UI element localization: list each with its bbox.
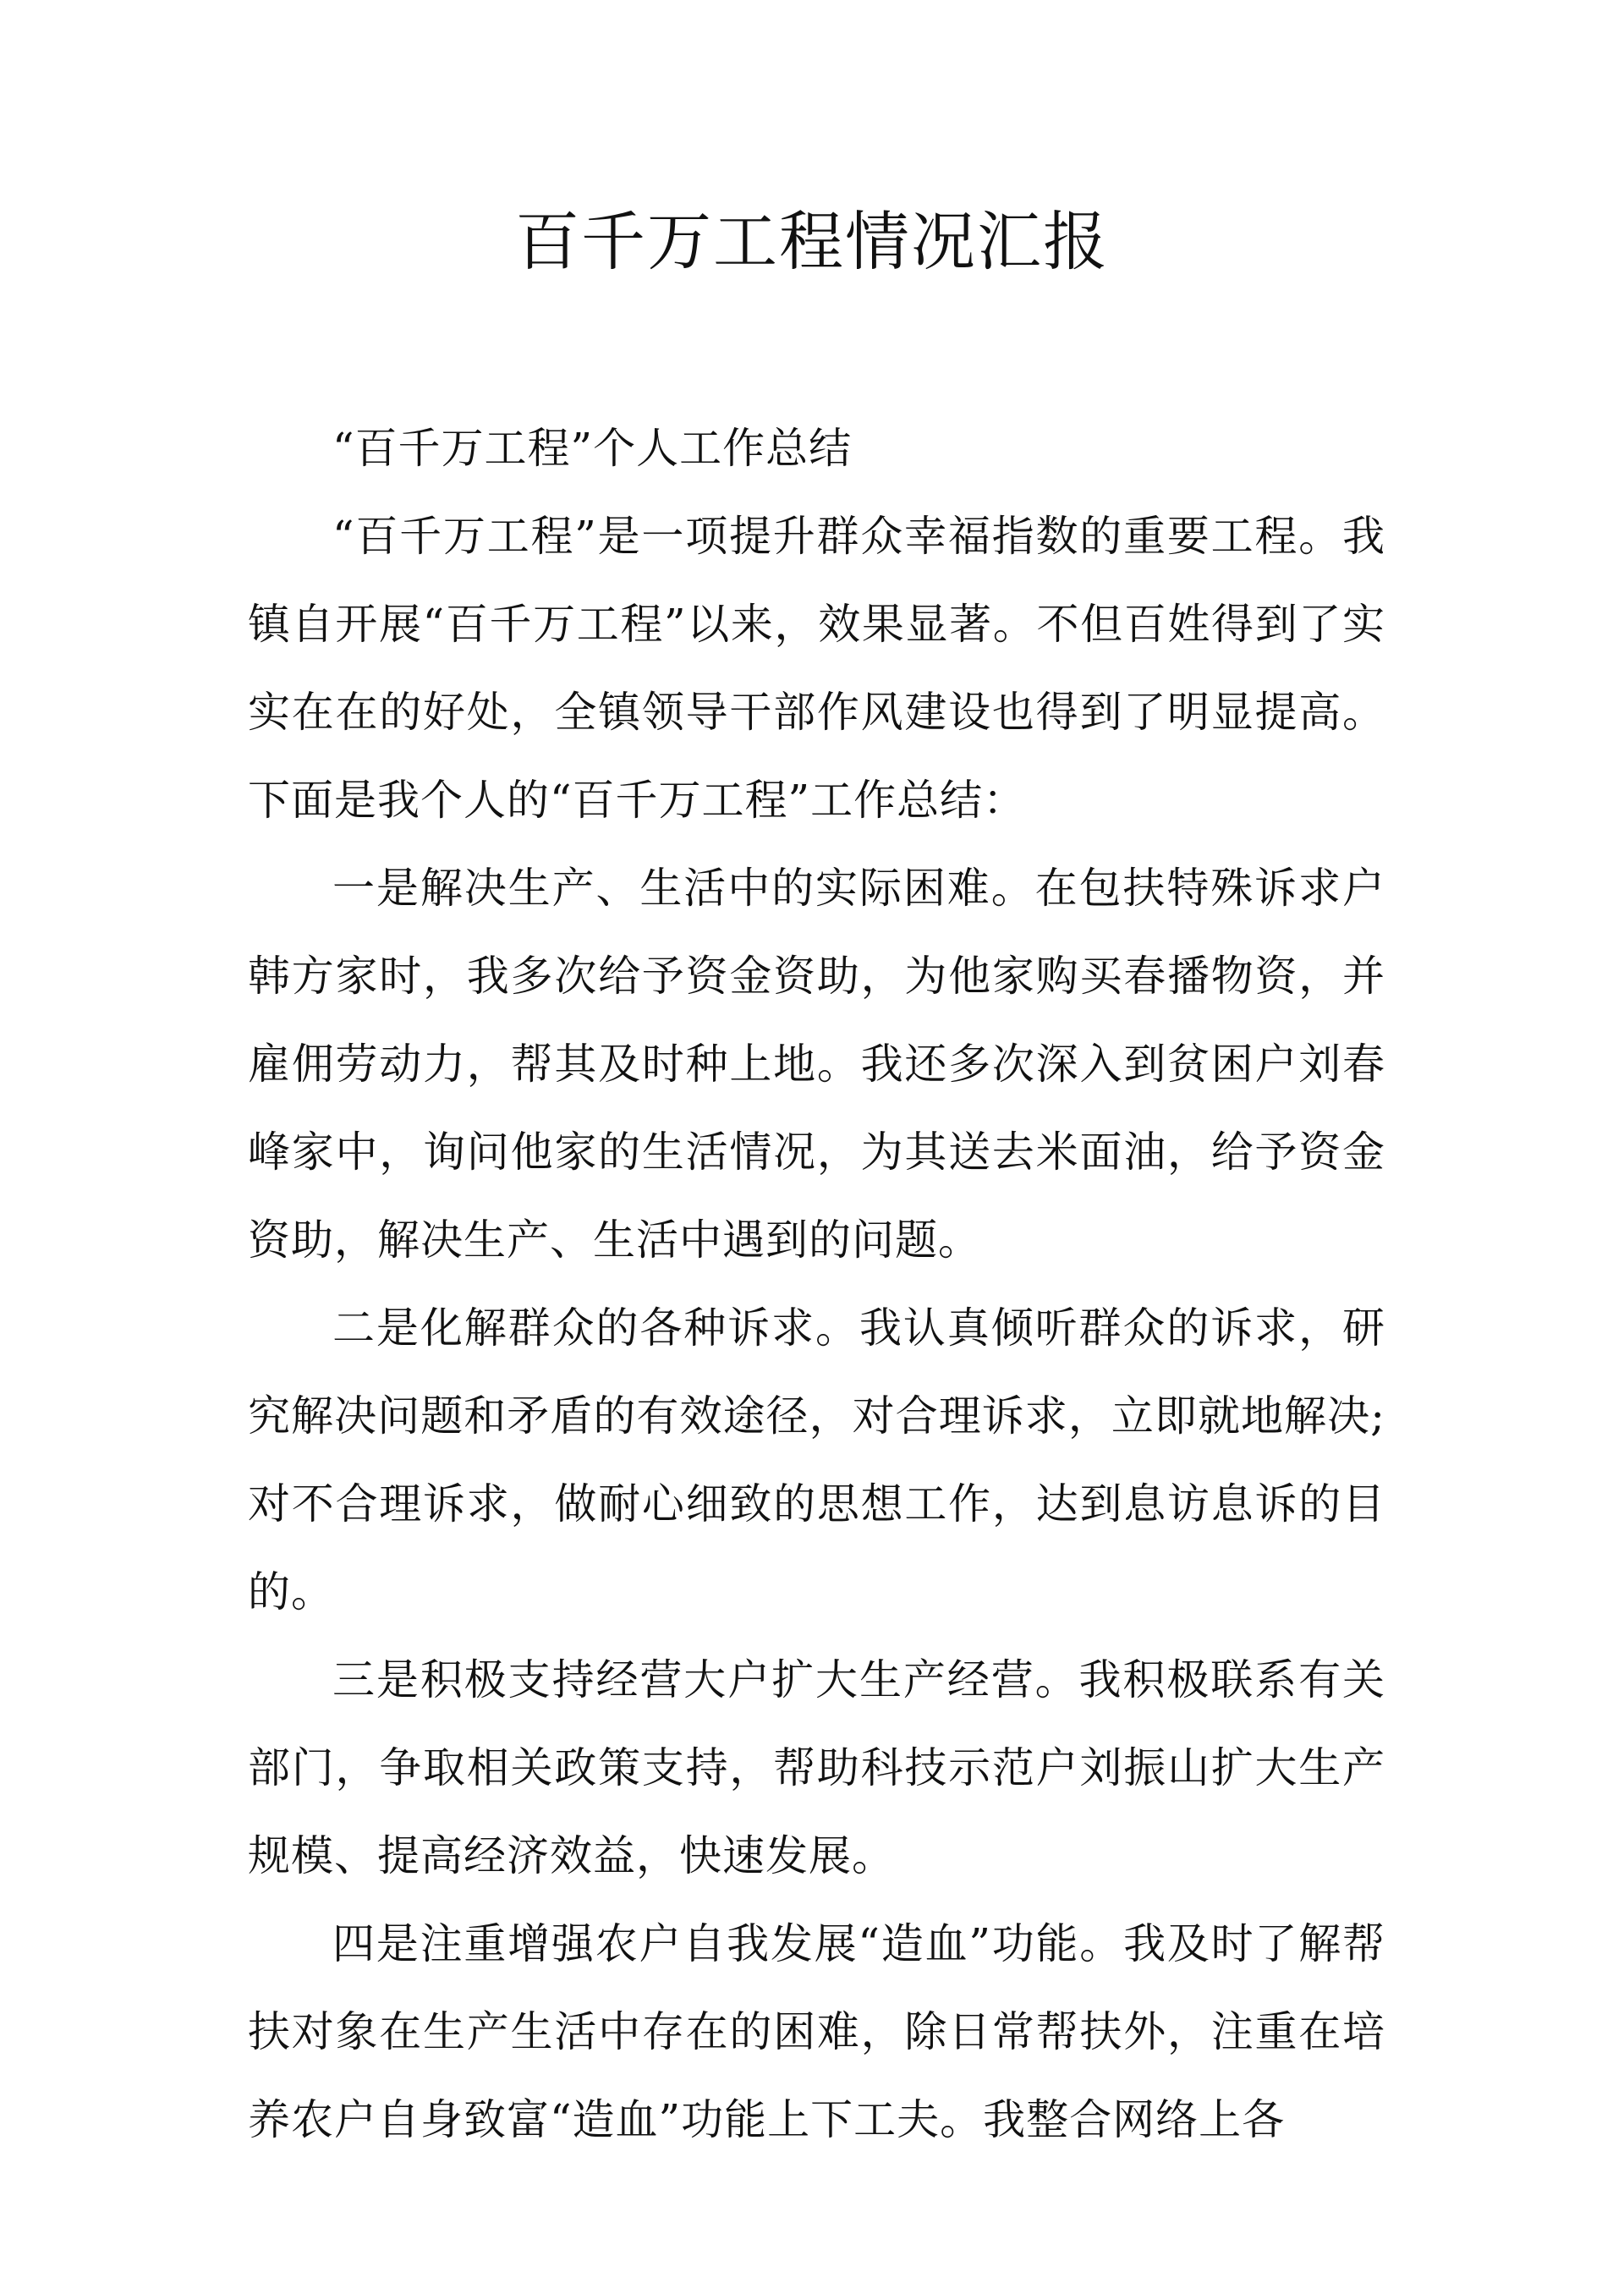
paragraph-point-2: 二是化解群众的各种诉求。我认真倾听群众的诉求，研究解决问题和矛盾的有效途径，对合理诉求，立即就地解决;对不合理诉求，做耐心细致的思想工作，达到息访息诉的目的。 (248, 1303, 1385, 1616)
document-title: 百千万工程情况汇报 (515, 204, 1109, 279)
paragraph-point-4: 四是注重增强农户自我发展“造血”功能。我及时了解帮扶对象在生产生活中存在的困难，除日常帮扶外，注重在培养农户自身致富“造血”功能上下工夫。我整合网络上各 (248, 1919, 1385, 2144)
paragraph-point-3: 三是积极支持经营大户扩大生产经营。我积极联系有关部门，争取相关政策支持，帮助科技示范户刘振山扩大生产规模、提高经济效益，快速发展。 (248, 1655, 1385, 1880)
paragraph-subtitle: “百千万工程”个人工作总结 (332, 424, 853, 473)
document-body (248, 404, 1385, 2164)
paragraph-point-1: 一是解决生产、生活中的实际困难。在包扶特殊诉求户韩方家时，我多次给予资金资助，为他家购买春播物资，并雇佣劳动力，帮其及时种上地。我还多次深入到贫困户刘春峰家中，询问他家的生活情况，为其送去米面油，给予资金资助，解决生产、生活中遇到的问题。 (248, 864, 1385, 1265)
paragraph-intro: “百千万工程”是一项提升群众幸福指数的重要工程。我镇自开展“百千万工程”以来，效果显著。不但百姓得到了实实在在的好处，全镇领导干部作风建设也得到了明显提高。下面是我个人的“百千万工程”工作总结： (248, 512, 1385, 825)
